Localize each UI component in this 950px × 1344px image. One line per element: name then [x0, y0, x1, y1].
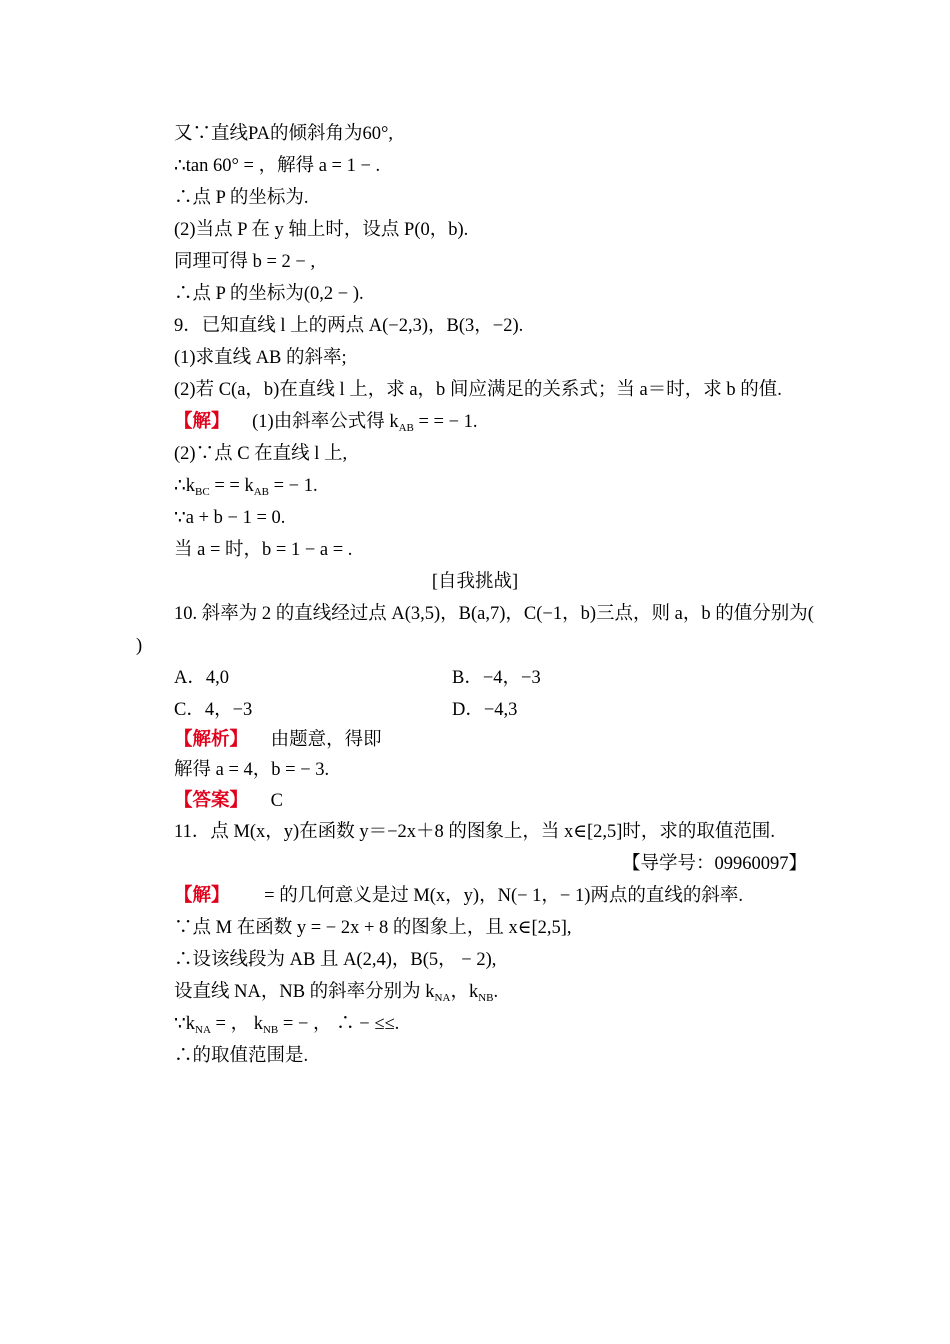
text-line	[174, 1012, 399, 1042]
text-span: ∴k	[174, 476, 196, 496]
text-span: C	[270, 791, 283, 811]
text-span: = = − 1.	[413, 412, 478, 432]
text-line: (1)求直线 AB 的斜率;	[174, 348, 347, 368]
answer-line	[174, 789, 283, 813]
text-line: ∴点 P 的坐标为(0,2 − ).	[174, 284, 364, 304]
text-line: 解得 a = 4，b = − 3.	[174, 760, 330, 780]
text-line: (2)若 C(a，b)在直线 l 上，求 a，b 间应满足的关系式；当 a＝时，求 b 的值.	[174, 380, 782, 400]
answer-tag: 【答案】	[174, 791, 249, 811]
text-line: ∴的取值范围是.	[174, 1046, 309, 1066]
text-span: 由题意，得即	[270, 730, 382, 750]
text-span: ，k	[450, 982, 479, 1002]
text-line: 当 a = 时，b = 1 − a = .	[174, 540, 353, 560]
option-b: B．−4，−3	[452, 668, 541, 688]
question-11: 11．点 M(x，y)在函数 y＝−2x＋8 的图象上，当 x∈[2,5]时，求的取值范围.	[174, 822, 776, 842]
solution-tag: 【解】	[174, 412, 230, 432]
text-line: 又∵直线PA的倾斜角为60°,	[174, 124, 393, 144]
text-line: 同理可得 b = 2 − ,	[174, 252, 316, 272]
subscript: NB	[478, 992, 494, 1004]
text-line	[174, 474, 318, 504]
section-heading: [自我挑战]	[431, 572, 519, 592]
subscript: BC	[195, 486, 210, 498]
text-span: 设直线 NA，NB 的斜率分别为 k	[174, 982, 435, 1002]
text-line: ∴tan 60° = ，解得 a = 1 − .	[174, 156, 381, 176]
text-line: ∵a + b − 1 = 0.	[174, 508, 286, 528]
text-line: ∵点 M 在函数 y = − 2x + 8 的图象上，且 x∈[2,5],	[174, 918, 572, 938]
analysis-tag: 【解析】	[174, 730, 249, 750]
text-line: ∴设该线段为 AB 且 A(2,4)，B(5， − 2),	[174, 950, 497, 970]
text-span: = − 1.	[269, 476, 318, 496]
option-c: C．4，−3	[174, 700, 253, 720]
analysis-line	[174, 728, 382, 752]
option-d: D．−4,3	[452, 700, 518, 720]
subscript: NA	[434, 992, 451, 1004]
text-line: ∴点 P 的坐标为.	[174, 188, 309, 208]
question-10: 10. 斜率为 2 的直线经过点 A(3,5)，B(a,7)，C(−1，b)三点，则 a，b 的值分别为(	[174, 604, 814, 624]
text-span: = − ， ∴ − ≤≤.	[278, 1014, 400, 1034]
text-span: = 的几何意义是过 M(x，y)，N(− 1，− 1)两点的直线的斜率.	[264, 886, 744, 906]
text-line: (2)当点 P 在 y 轴上时，设点 P(0，b).	[174, 220, 469, 240]
text-span: = ， k	[210, 1014, 263, 1034]
subscript: AB	[253, 486, 269, 498]
subscript: NA	[195, 1024, 211, 1036]
question-9: 9．已知直线 l 上的两点 A(−2,3)，B(3，−2).	[174, 316, 524, 336]
subscript: AB	[398, 422, 414, 434]
solution-line	[174, 410, 478, 440]
text-span: ∵k	[174, 1014, 196, 1034]
text-line	[174, 980, 498, 1010]
subscript: NB	[262, 1024, 279, 1036]
solution-line	[174, 884, 743, 908]
guide-number: 【导学号：09960097】	[621, 854, 807, 874]
text-line: )	[136, 636, 143, 656]
text-span: (1)由斜率公式得 k	[252, 412, 399, 432]
text-line: (2)∵点 C 在直线 l 上,	[174, 444, 348, 464]
option-a: A．4,0	[174, 668, 229, 688]
text-span: .	[493, 982, 499, 1002]
solution-tag: 【解】	[174, 886, 230, 906]
text-span: = = k	[209, 476, 254, 496]
